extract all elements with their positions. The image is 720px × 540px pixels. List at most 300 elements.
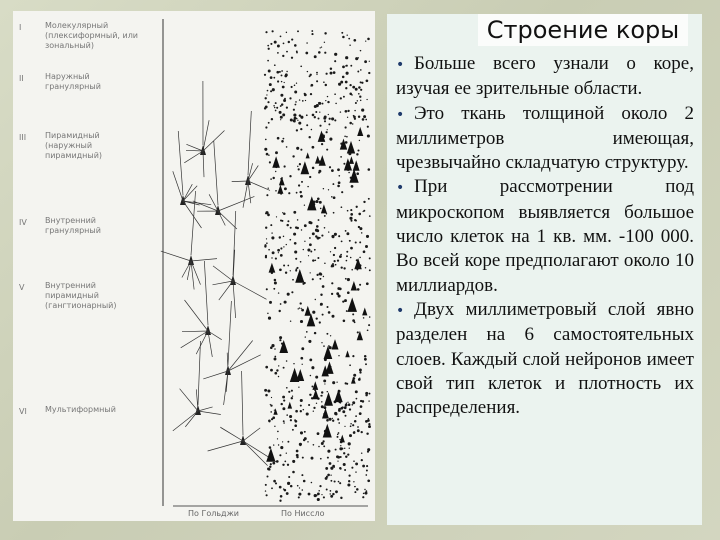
nissl-cell-dot (318, 170, 321, 173)
nissl-cell-dot (356, 172, 359, 175)
nissl-pyramid-cell (312, 381, 318, 390)
nissl-cell-dot (307, 248, 310, 251)
nissl-cell-dot (314, 105, 317, 108)
nissl-cell-dot (307, 441, 308, 442)
nissl-cell-dot (272, 177, 274, 179)
nissl-cell-dot (279, 71, 281, 73)
nissl-cell-dot (284, 301, 287, 304)
neuron-dendrites (208, 371, 277, 466)
nissl-cell-dot (300, 431, 303, 434)
nissl-cell-dot (272, 30, 274, 32)
nissl-cell-dot (362, 465, 365, 468)
nissl-cell-dot (319, 201, 322, 204)
nissl-cell-dot (311, 386, 313, 388)
nissl-cell-dot (318, 102, 321, 105)
nissl-cell-dot (348, 480, 350, 482)
nissl-cell-dot (323, 117, 326, 120)
nissl-cell-dot (340, 468, 342, 470)
nissl-cell-dot (349, 240, 351, 242)
nissl-cell-dot (282, 407, 285, 410)
nissl-cell-dot (287, 464, 289, 466)
nissl-cell-dot (308, 255, 309, 256)
nissl-cell-dot (368, 418, 369, 419)
nissl-cell-dot (267, 90, 269, 92)
nissl-cell-dot (281, 140, 284, 143)
nissl-cell-dot (317, 257, 319, 259)
nissl-cell-dot (279, 486, 282, 489)
nissl-cell-dot (317, 432, 320, 435)
nissl-cell-dot (309, 237, 311, 239)
nissl-cell-dot (349, 408, 351, 410)
nissl-cell-dot (345, 456, 347, 458)
nissl-cell-dot (266, 475, 268, 477)
nissl-cell-dot (287, 220, 289, 222)
nissl-cell-dot (334, 233, 337, 236)
nissl-cell-dot (338, 83, 341, 86)
nissl-cell-dot (327, 306, 329, 308)
nissl-cell-dot (277, 438, 278, 439)
nissl-pyramid-cell (340, 435, 345, 443)
nissl-cell-dot (265, 255, 267, 257)
nissl-cell-dot (278, 252, 279, 253)
nissl-cell-dot (325, 477, 328, 480)
nissl-cell-dot (316, 494, 318, 496)
nissl-cell-dot (268, 48, 270, 50)
nissl-cell-dot (280, 119, 281, 120)
nissl-cell-dot (282, 441, 283, 442)
nissl-cell-dot (283, 99, 286, 102)
nissl-cell-dot (367, 448, 370, 451)
nissl-cell-dot (368, 72, 370, 74)
nissl-cell-dot (347, 35, 348, 36)
nissl-cell-dot (266, 194, 268, 196)
nissl-cell-dot (270, 90, 272, 92)
nissl-cell-dot (320, 304, 321, 305)
nissl-cell-dot (347, 210, 349, 212)
nissl-cell-dot (315, 235, 317, 237)
bullet-icon: • (396, 180, 405, 197)
nissl-cell-dot (291, 39, 293, 41)
nissl-cell-dot (325, 100, 326, 101)
nissl-cell-dot (345, 404, 348, 407)
nissl-cell-dot (358, 116, 360, 118)
nissl-cell-dot (293, 363, 294, 364)
nissl-cell-dot (341, 191, 343, 193)
nissl-cell-dot (281, 103, 283, 105)
nissl-cell-dot (277, 137, 280, 140)
nissl-cell-dot (369, 316, 371, 318)
nissl-cell-dot (283, 213, 286, 216)
nissl-cell-dot (326, 489, 328, 491)
nissl-cell-dot (322, 103, 324, 105)
nissl-cell-dot (332, 465, 335, 468)
nissl-cell-dot (316, 74, 317, 75)
nissl-cell-dot (270, 404, 271, 405)
nissl-cell-dot (327, 457, 329, 459)
nissl-cell-dot (298, 308, 299, 309)
nissl-cell-dot (266, 238, 267, 239)
nissl-cell-dot (356, 206, 358, 208)
nissl-cell-dot (319, 278, 321, 280)
nissl-cell-dot (338, 235, 340, 237)
nissl-cell-dot (325, 84, 327, 86)
nissl-cell-dot (314, 259, 316, 261)
nissl-cell-dot (350, 423, 352, 425)
nissl-cell-dot (326, 73, 328, 75)
nissl-cell-dot (328, 345, 330, 347)
nissl-cell-dot (310, 93, 312, 95)
nissl-cell-dot (321, 395, 323, 397)
nissl-cell-dot (354, 420, 357, 423)
nissl-cell-dot (361, 109, 364, 112)
nissl-cell-dot (274, 107, 275, 108)
nissl-cell-dot (304, 431, 306, 433)
nissl-cell-dot (294, 424, 297, 427)
nissl-pyramid-cell (269, 263, 276, 273)
nissl-cell-dot (364, 358, 367, 361)
nissl-cell-dot (347, 110, 349, 112)
nissl-cell-dot (333, 212, 335, 214)
nissl-cell-dot (339, 439, 340, 440)
nissl-cell-dot (307, 186, 308, 187)
nissl-cell-dot (346, 65, 348, 67)
nissl-pyramid-cell (321, 204, 327, 213)
nissl-cell-dot (329, 450, 330, 451)
nissl-cell-dot (312, 259, 314, 261)
nissl-cell-dot (283, 367, 285, 369)
nissl-cell-dot (283, 400, 285, 402)
nissl-cell-dot (298, 496, 300, 498)
nissl-cell-dot (348, 38, 350, 40)
nissl-cell-dot (305, 100, 306, 101)
nissl-cell-dot (355, 102, 357, 104)
nissl-cell-dot (283, 422, 285, 424)
nissl-cell-dot (274, 356, 276, 358)
nissl-cell-dot (293, 233, 296, 236)
nissl-cell-dot (351, 269, 353, 271)
layer-6-label: Мультиформный (45, 405, 116, 414)
nissl-cell-dot (343, 463, 346, 466)
slide-title: Строение коры (478, 14, 688, 46)
nissl-cell-dot (317, 493, 320, 496)
nissl-cell-dot (349, 45, 350, 46)
nissl-cell-dot (323, 379, 326, 382)
nissl-pyramid-cell (332, 339, 339, 349)
nissl-cell-dot (333, 196, 336, 199)
nissl-cell-dot (346, 260, 348, 262)
nissl-cell-dot (304, 93, 306, 95)
nissl-cell-dot (349, 434, 352, 437)
nissl-cell-dot (297, 30, 299, 32)
nissl-cell-dot (357, 71, 359, 73)
nissl-pyramid-cell (354, 258, 362, 269)
nissl-cell-dot (365, 492, 368, 495)
nissl-cell-dot (346, 136, 348, 138)
nissl-cell-dot (345, 415, 347, 417)
nissl-cell-dot (363, 115, 366, 118)
nissl-cell-dot (277, 45, 280, 48)
nissl-cell-dot (315, 200, 318, 203)
nissl-cell-dot (276, 216, 277, 217)
nissl-cell-dot (268, 154, 270, 156)
nissl-cell-dot (275, 190, 277, 192)
nissl-pyramid-cell (315, 156, 320, 164)
bullet-item (396, 175, 694, 297)
nissl-cell-dot (354, 219, 356, 221)
nissl-cell-dot (301, 308, 302, 309)
nissl-cell-dot (334, 119, 336, 121)
nissl-cell-dot (282, 464, 284, 466)
nissl-cell-dot (265, 97, 267, 99)
nissl-cell-dot (327, 96, 328, 97)
nissl-cell-dot (343, 96, 345, 98)
nissl-cell-dot (349, 448, 350, 449)
nissl-cell-dot (360, 50, 362, 52)
nissl-cell-dot (350, 247, 353, 250)
layer-1-number: I (19, 23, 22, 32)
nissl-cell-dot (312, 167, 315, 170)
nissl-cell-dot (305, 52, 308, 55)
caption-golgi: По Гольджи (188, 509, 239, 518)
nissl-cell-dot (311, 30, 313, 32)
nissl-cell-dot (349, 217, 352, 220)
nissl-cell-dot (312, 278, 314, 280)
nissl-pyramid-cell (349, 169, 358, 183)
nissl-cell-dot (286, 74, 288, 76)
cortex-layers-figure (13, 11, 375, 521)
nissl-cell-dot (326, 131, 328, 133)
nissl-cell-dot (338, 409, 341, 412)
nissl-cell-dot (293, 211, 296, 214)
nissl-cell-dot (340, 111, 341, 112)
nissl-cell-dot (324, 383, 325, 384)
nissl-cell-dot (359, 371, 361, 373)
nissl-pyramid-cell (277, 185, 283, 194)
nissl-cell-dot (321, 143, 323, 145)
nissl-cell-dot (284, 489, 287, 492)
nissl-cell-dot (345, 230, 347, 232)
nissl-cell-dot (355, 88, 358, 91)
nissl-cell-dot (267, 101, 269, 103)
nissl-cell-dot (319, 272, 322, 275)
nissl-cell-dot (332, 263, 334, 265)
nissl-cell-dot (334, 260, 336, 262)
nissl-cell-dot (281, 74, 283, 76)
nissl-cell-dot (340, 97, 342, 99)
nissl-cell-dot (359, 96, 361, 98)
nissl-cell-dot (347, 402, 348, 403)
nissl-cell-dot (344, 448, 345, 449)
nissl-cell-dot (296, 83, 297, 84)
nissl-cell-dot (300, 405, 302, 407)
nissl-cell-dot (352, 313, 354, 315)
nissl-cell-dot (361, 82, 363, 84)
nissl-cell-dot (332, 315, 335, 318)
nissl-cell-dot (353, 39, 356, 42)
nissl-cell-dot (323, 276, 324, 277)
nissl-cell-dot (265, 227, 267, 229)
nissl-cell-dot (286, 453, 287, 454)
nissl-cell-dot (366, 235, 369, 238)
nissl-cell-dot (330, 335, 331, 336)
nissl-cell-dot (363, 211, 364, 212)
nissl-cell-dot (270, 224, 272, 226)
nissl-cell-dot (336, 436, 338, 438)
nissl-cell-dot (348, 442, 351, 445)
nissl-cell-dot (330, 495, 333, 498)
nissl-cell-dot (292, 471, 295, 474)
nissl-cell-dot (351, 94, 353, 96)
nissl-cell-dot (324, 42, 325, 43)
nissl-cell-dot (275, 482, 277, 484)
nissl-cell-dot (367, 329, 369, 331)
nissl-cell-dot (339, 255, 342, 258)
nissl-cell-dot (301, 474, 303, 476)
nissl-cell-dot (329, 418, 332, 421)
nissl-pyramid-cell (351, 377, 356, 384)
nissl-cells (264, 30, 371, 502)
nissl-cell-dot (323, 496, 325, 498)
nissl-cell-dot (335, 413, 338, 416)
nissl-cell-dot (321, 391, 323, 393)
nissl-cell-dot (308, 493, 311, 496)
nissl-cell-dot (348, 172, 350, 174)
nissl-cell-dot (297, 166, 298, 167)
nissl-cell-dot (299, 99, 300, 100)
nissl-cell-dot (292, 155, 294, 157)
nissl-pyramid-cell (306, 152, 310, 158)
layer-3-label: Пирамидный (наружный пирамидный) (45, 131, 103, 160)
nissl-cell-dot (322, 314, 324, 316)
nissl-cell-dot (274, 348, 276, 350)
nissl-cell-dot (267, 313, 268, 314)
nissl-cell-dot (363, 250, 365, 252)
nissl-cell-dot (270, 411, 272, 413)
nissl-cell-dot (306, 114, 308, 116)
nissl-cell-dot (319, 111, 320, 112)
nissl-cell-dot (277, 80, 279, 82)
nissl-cell-dot (359, 241, 361, 243)
nissl-cell-dot (279, 310, 281, 312)
nissl-cell-dot (288, 476, 290, 478)
nissl-cell-dot (305, 336, 306, 337)
nissl-cell-dot (338, 181, 341, 184)
nissl-cell-dot (264, 74, 266, 76)
nissl-cell-dot (345, 81, 348, 84)
nissl-cell-dot (275, 102, 277, 104)
nissl-cell-dot (264, 148, 267, 151)
nissl-cell-dot (287, 482, 290, 485)
nissl-cell-dot (365, 119, 367, 121)
nissl-cell-dot (279, 336, 282, 339)
nissl-cell-dot (341, 240, 343, 242)
nissl-cell-dot (329, 138, 332, 141)
nissl-cell-dot (352, 401, 355, 404)
nissl-cell-dot (294, 85, 296, 87)
nissl-cell-dot (367, 479, 370, 482)
nissl-cell-dot (346, 255, 348, 257)
nissl-cell-dot (310, 272, 311, 273)
nissl-cell-dot (340, 254, 342, 256)
nissl-cell-dot (270, 369, 273, 372)
nissl-cell-dot (359, 369, 362, 372)
nissl-cell-dot (271, 236, 274, 239)
nissl-cell-dot (297, 485, 299, 487)
nissl-cell-dot (335, 449, 337, 451)
nissl-cell-dot (279, 236, 281, 238)
nissl-cell-dot (347, 278, 350, 281)
nissl-cell-dot (270, 43, 272, 45)
nissl-cell-dot (323, 445, 325, 447)
nissl-cell-dot (329, 462, 332, 465)
nissl-cell-dot (304, 241, 305, 242)
nissl-pyramid-cell (325, 361, 333, 374)
nissl-cell-dot (266, 153, 269, 156)
nissl-cell-dot (361, 431, 363, 433)
nissl-cell-dot (328, 189, 329, 190)
nissl-cell-dot (346, 310, 348, 312)
nissl-cell-dot (293, 120, 295, 122)
nissl-cell-dot (301, 309, 304, 312)
nissl-cell-dot (344, 426, 345, 427)
nissl-cell-dot (312, 146, 315, 149)
nissl-cell-dot (359, 378, 360, 379)
nissl-cell-dot (369, 215, 371, 217)
nissl-cell-dot (264, 244, 266, 246)
nissl-cell-dot (302, 364, 303, 365)
nissl-cell-dot (351, 185, 354, 188)
layer-5-number: V (19, 283, 25, 292)
nissl-cell-dot (283, 236, 284, 237)
nissl-cell-dot (360, 405, 363, 408)
nissl-cell-dot (273, 77, 275, 79)
nissl-cell-dot (309, 176, 311, 178)
nissl-cell-dot (360, 81, 362, 83)
nissl-cell-dot (329, 166, 331, 168)
nissl-cell-dot (362, 400, 365, 403)
nissl-cell-dot (298, 122, 301, 125)
nissl-cell-dot (279, 111, 282, 114)
nissl-cell-dot (277, 431, 279, 433)
nissl-cell-dot (345, 278, 347, 280)
nissl-cell-dot (332, 420, 334, 422)
nissl-cell-dot (337, 434, 339, 436)
nissl-cell-dot (304, 437, 307, 440)
nissl-cell-dot (346, 72, 349, 75)
nissl-cell-dot (283, 246, 284, 247)
nissl-cell-dot (343, 267, 345, 269)
nissl-cell-dot (295, 258, 297, 260)
nissl-cell-dot (344, 299, 347, 302)
nissl-cell-dot (361, 452, 362, 453)
nissl-cell-dot (323, 345, 325, 347)
nissl-cell-dot (343, 452, 345, 454)
nissl-cell-dot (281, 81, 282, 82)
nissl-cell-dot (286, 107, 288, 109)
nissl-cell-dot (274, 279, 277, 282)
nissl-cell-dot (276, 71, 279, 74)
nissl-cell-dot (342, 36, 345, 39)
nissl-cell-dot (299, 487, 300, 488)
nissl-cell-dot (300, 195, 303, 198)
nissl-cell-dot (350, 65, 352, 67)
nissl-cell-dot (312, 311, 315, 314)
nissl-cell-dot (348, 403, 351, 406)
nissl-cell-dot (287, 265, 289, 267)
nissl-cell-dot (315, 299, 316, 300)
nissl-cell-dot (271, 232, 272, 233)
nissl-cell-dot (353, 460, 355, 462)
